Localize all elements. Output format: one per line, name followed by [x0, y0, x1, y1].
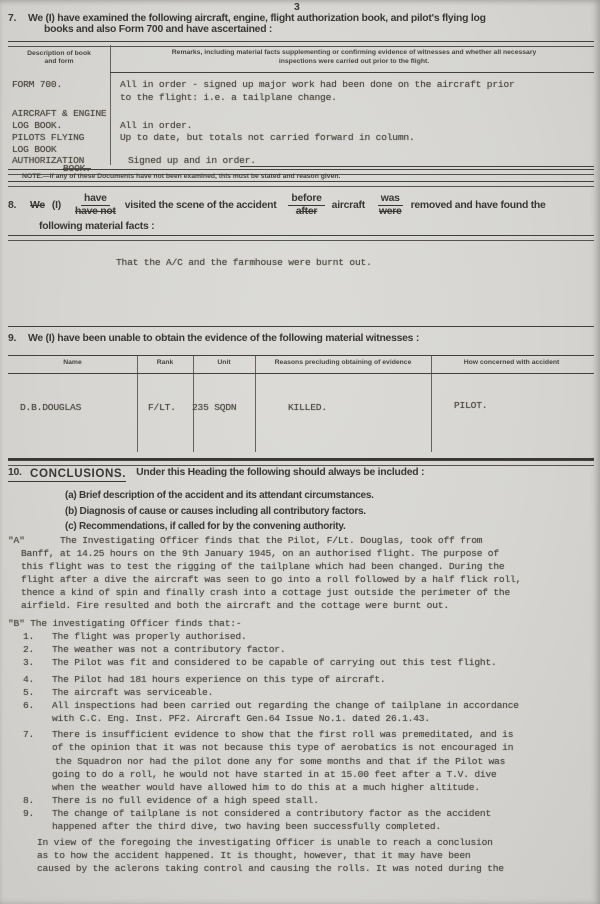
finding-line: The Pilot had 181 hours experience on this type of aircraft.	[52, 673, 386, 685]
section-7	[8, 13, 594, 35]
word-were-struck: were	[378, 205, 402, 217]
table-row-book: FORM 700.	[12, 79, 63, 90]
finding-number: 7.	[23, 729, 35, 741]
witnesses-table	[8, 355, 594, 460]
column-divider	[431, 356, 432, 452]
column-divider	[255, 356, 256, 452]
finding-number: 2.	[23, 643, 35, 655]
closing-line: caused by the aclerons taking control and causing the rolls. It was noted during the	[37, 863, 504, 875]
para-a-line: this flight was to test the rigging of the tailplane which had been changed. During the	[21, 561, 505, 573]
section-7-line1: We (I) have examined the following aircraft, engine, flight authorization book, and pilot's flying log	[28, 13, 486, 24]
section-10-number: 10.	[8, 467, 22, 478]
para-a-line: flight after a dive the aircraft was seen to go into a roll followed by a half flick roll,	[21, 574, 522, 586]
conclusions-heading	[8, 467, 424, 482]
conclusions-item-c: (c) Recommendations, if called for by the convening authority.	[65, 521, 346, 532]
table-row-remark: to the flight: i.e. a tailplane change.	[120, 92, 337, 103]
word-was: was	[378, 193, 403, 206]
finding-item	[23, 794, 594, 807]
findings-list	[8, 630, 594, 833]
conclusions-item-b: (b) Diagnosis of cause or causes including all contributory factors.	[65, 506, 366, 517]
table-row-book: LOG BOOK	[12, 144, 57, 155]
rule	[8, 235, 594, 241]
closing-line: as to how the accident happened. It is thought, however, that it may have been	[37, 850, 471, 862]
witnesses-header-unit: Unit	[217, 359, 231, 366]
para-a-line: Banff, at 14.25 hours on the 9th January 1945, on an authorised flight. The purpose of	[21, 548, 499, 560]
finding-number: 4.	[23, 673, 35, 685]
finding-line: The aircraft was serviceable.	[52, 687, 214, 699]
finding-item	[23, 728, 594, 793]
col2-header-line1: Remarks, including material facts supplementing or confirming evidence of witnesses and whether all necessary	[171, 49, 537, 56]
documents-table-col1-header	[8, 50, 110, 66]
word-we-struck: We	[30, 199, 45, 211]
word-have: have	[81, 193, 110, 206]
table-row-remark: Up to date, but totals not carried forward in column.	[120, 132, 415, 143]
section-8-number: 8.	[8, 199, 17, 211]
rule	[8, 41, 594, 47]
finding-line: when the weather would have allowed him to do this at a much higher altitude.	[52, 781, 480, 793]
was-were-choice	[377, 193, 404, 217]
finding-line: of the opinion that it was not because this type of aerobatics is not encouraged in	[52, 742, 514, 754]
section-7-line2: books and also Form 700 and have ascertained :	[44, 24, 273, 35]
finding-number: 8.	[23, 794, 35, 806]
section-8	[8, 192, 594, 244]
col1-header-line2: and form	[44, 58, 74, 65]
column-divider	[137, 356, 138, 452]
rule	[8, 373, 594, 374]
witness-reason: KILLED.	[288, 402, 327, 413]
conclusions-rest: Under this Heading the following should always be included :	[136, 467, 425, 478]
word-after-struck: after	[295, 205, 318, 217]
documents-table	[8, 41, 594, 184]
finding-item	[23, 630, 594, 643]
finding-item	[23, 673, 594, 686]
witnesses-header-name: Name	[63, 359, 82, 366]
before-after-choice	[288, 193, 324, 217]
finding-item	[23, 807, 594, 833]
section-9-heading: We (I) have been unable to obtain the evidence of the following material witnesses :	[28, 333, 420, 344]
note-line: NOTE.—If any of these Documents have not been examined, this must be stated and reason given.	[22, 173, 341, 180]
table-row-book: AIRCRAFT & ENGINE	[12, 108, 107, 119]
finding-item	[23, 656, 594, 669]
conclusions-body	[8, 534, 594, 875]
table-row-remark: All in order - signed up major work had been done on the aircraft prior	[120, 79, 515, 90]
finding-number: 9.	[23, 807, 35, 819]
section-9-number: 9.	[8, 333, 17, 344]
para-a	[8, 534, 594, 613]
finding-item	[23, 686, 594, 699]
para-a-line: The Investigating Officer finds that the Pilot, F/Lt. Douglas, took off from	[60, 535, 483, 546]
column-divider	[110, 45, 111, 165]
page-number: 3	[294, 1, 300, 13]
phrase-removed: removed and have found the	[410, 199, 546, 211]
finding-number: 1.	[23, 630, 35, 642]
rule	[8, 326, 594, 327]
word-aircraft: aircraft	[331, 199, 365, 211]
documents-table-col2-header	[116, 49, 592, 66]
word-i: (I)	[51, 199, 61, 211]
finding-line: with C.C. Eng. Inst. PF2. Aircraft Gen.64 Issue No.1. dated 26.1.43.	[52, 713, 430, 725]
finding-line: happened after the third dive, two having been successfully completed.	[52, 820, 442, 832]
conclusions-item-a: (a) Brief description of the accident and its attendant circumstances.	[65, 490, 374, 501]
witness-unit: 235 SQDN	[192, 402, 237, 413]
witness-concern: PILOT.	[454, 400, 488, 411]
rule	[110, 72, 594, 73]
finding-item	[23, 699, 594, 725]
finding-number: 3.	[23, 656, 35, 668]
rule	[8, 181, 594, 187]
section-7-number: 7.	[8, 13, 17, 24]
table-row-book: PILOTS FLYING	[12, 132, 85, 143]
conclusions-title: CONCLUSIONS.	[30, 467, 127, 480]
section-8-line2: following material facts :	[39, 221, 155, 232]
finding-number: 5.	[23, 687, 35, 699]
finding-number: 6.	[23, 700, 35, 712]
col1-header-line1: Description of book	[27, 50, 91, 57]
para-a-label: "A"	[8, 535, 25, 546]
table-row-book-struck: BOOK.	[63, 163, 91, 174]
finding-line: There is insufficient evidence to show that the first roll was premeditated, and is	[52, 729, 514, 741]
table-row-remark: All in order.	[120, 120, 193, 131]
finding-line: The flight was properly authorised.	[52, 630, 247, 642]
witnesses-header-rank: Rank	[156, 359, 174, 366]
closing-paragraph	[8, 836, 594, 875]
rule	[240, 166, 594, 167]
word-before: before	[288, 193, 324, 206]
para-a-line: airfield. Fire resulted and both the aircraft and the cottage were burnt out.	[21, 600, 449, 612]
finding-line: The Pilot was fit and considered to be capable of carrying out this test flight.	[52, 656, 497, 668]
finding-line: going to do a roll, he would not have started in at 15.00 feet after a T.V. dive	[52, 768, 497, 780]
closing-line: In view of the foregoing the investigating Officer is unable to reach a conclusion	[37, 837, 493, 849]
para-b: "B" The investigating Officer finds that:-	[8, 617, 242, 629]
witnesses-header-reason: Reasons precluding obtaining of evidence	[274, 359, 412, 366]
finding-line: The change of tailplane is not considered a contributory factor as the accident	[52, 807, 492, 819]
phrase-visited: visited the scene of the accident	[124, 199, 277, 211]
have-have-not-choice	[73, 193, 118, 217]
section-9	[8, 333, 419, 344]
witnesses-header-concern: How concerned with accident	[463, 359, 560, 366]
finding-item	[23, 643, 594, 656]
witness-rank: F/LT.	[148, 402, 176, 413]
rule	[8, 460, 594, 466]
para-a-line: thence a kind of spin and finally crash into a cottage just outside the perimeter of the	[21, 587, 511, 599]
table-row-book: LOG BOOK.	[12, 120, 63, 131]
table-row-book: AUTHORIZATION	[12, 155, 85, 166]
finding-line: All inspections had been carried out regarding the change of tailplane in accordance	[52, 700, 519, 712]
finding-line: the Squadron nor had the pilot done any for some months and that if the Pilot was	[55, 755, 506, 767]
finding-line: The weather was not a contributory factor.	[52, 643, 286, 655]
typed-finding: That the A/C and the farmhouse were burnt out.	[116, 257, 372, 268]
witness-name: D.B.DOUGLAS	[20, 402, 82, 413]
finding-line: There is no full evidence of a high speed stall.	[52, 794, 319, 806]
col2-header-line2: inspections were carried out prior to the flight.	[278, 57, 430, 65]
word-have-not-struck: have not	[74, 205, 116, 217]
table-row-remark: Signed up and in order.	[128, 155, 256, 166]
